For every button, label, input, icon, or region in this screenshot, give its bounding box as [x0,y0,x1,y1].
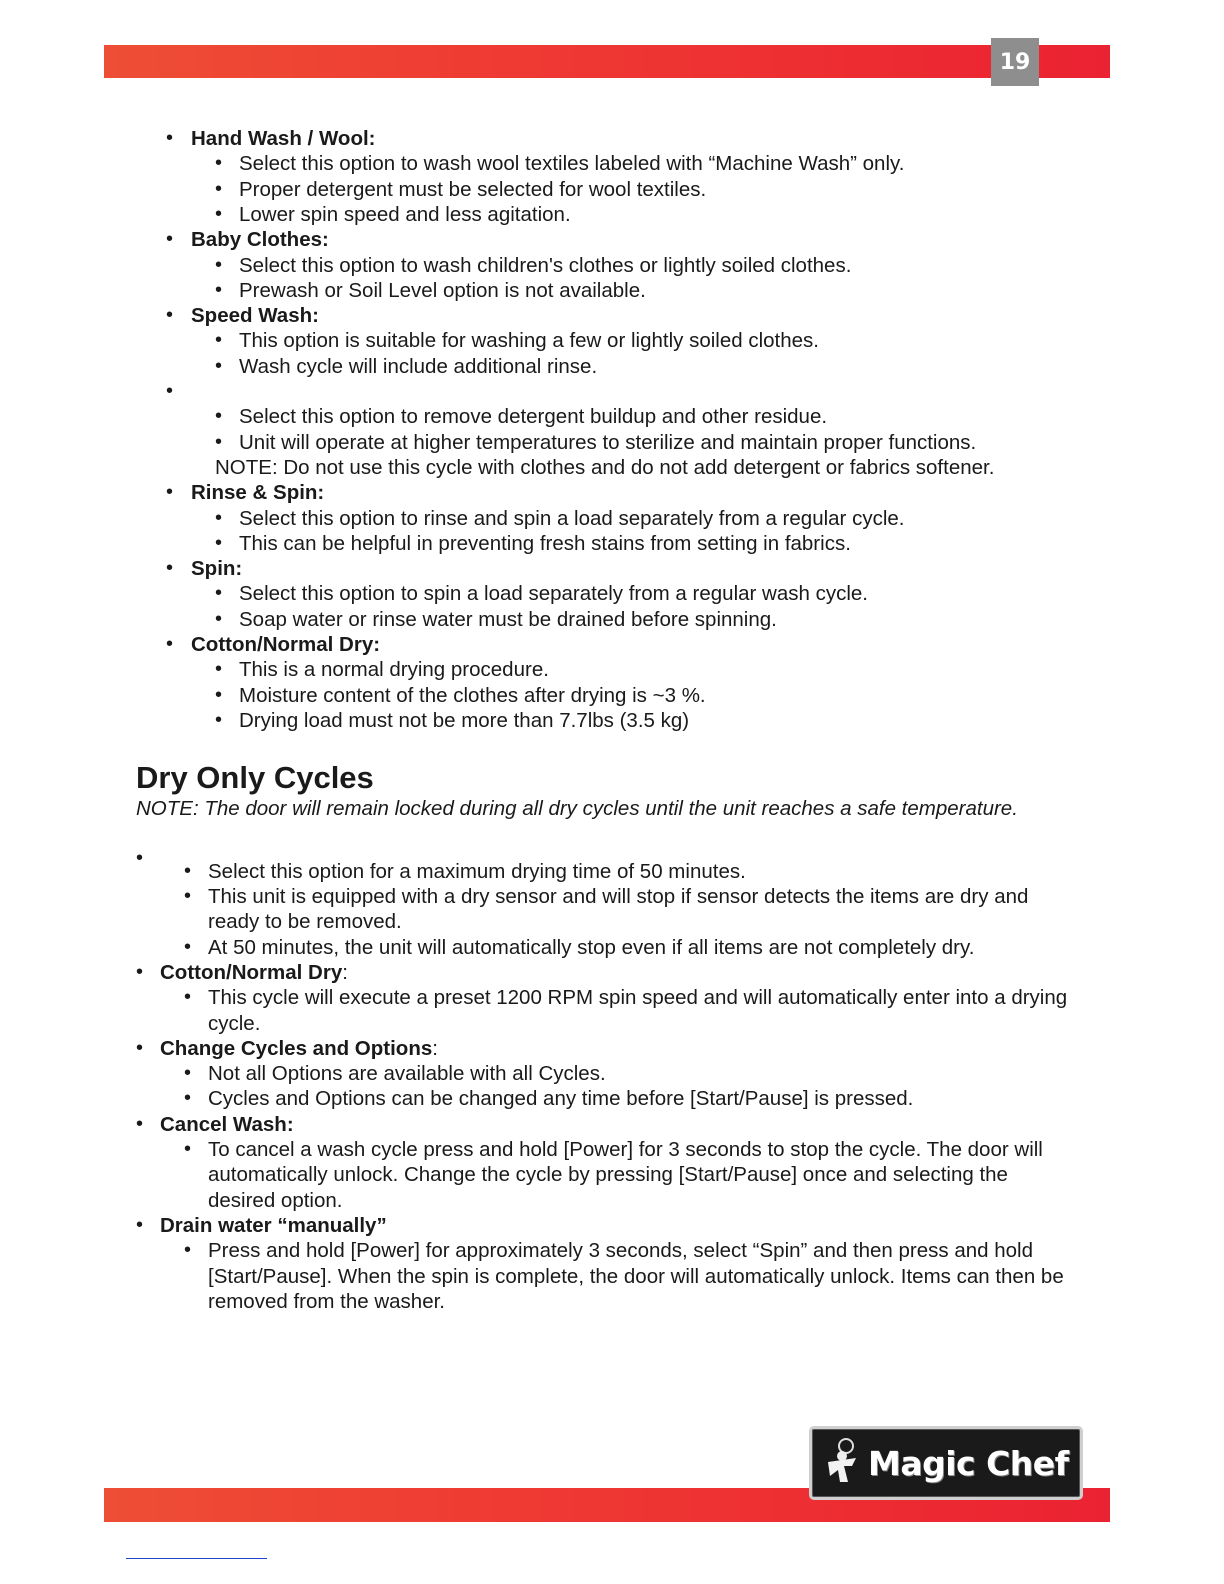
cycle-title: Speed Wash: [191,304,319,328]
dry-item-line: desired option. [208,1188,343,1212]
cycle-title: Rinse & Spin: [191,481,325,505]
brand-logo [809,1426,1083,1500]
dry-group-title [160,960,348,985]
cycle-item: Prewash or Soil Level option is not available. [239,278,646,302]
group-title-suffix: : [342,960,348,984]
cycle-item: Select this option to wash wool textiles labeled with “Machine Wash” only. [239,152,905,176]
bullet-dot: • [215,405,223,428]
bullet-dot: • [184,1138,192,1160]
bullet-dot: • [215,708,223,731]
cycle-title: Hand Wash / Wool: [191,127,376,150]
cycle-item: Soap water or rinse water must be drained before spinning. [239,607,777,631]
bullet-dot: • [215,177,223,200]
cycle-title: Spin: [191,557,243,581]
bullet-dot: • [184,1239,192,1262]
dry-item-line: This unit is equipped with a dry sensor and will stop if sensor detects the items are dry and [208,885,1029,908]
bullet-dot: • [136,960,144,983]
bullet-dot: • [136,1036,144,1059]
cycle-item: Select this option to remove detergent buildup and other residue. [239,405,828,429]
header-bar [104,45,1110,78]
cycle-item: Moisture content of the clothes after drying is ~3 %. [239,683,706,707]
group-title-text: Drain water “manually” [160,1213,387,1237]
dry-group-title [160,1213,387,1238]
bullet-dot: • [215,506,223,529]
group-title-text: Cancel Wash: [160,1112,294,1136]
cycle-item: This option is suitable for washing a few or lightly soiled clothes. [239,329,819,353]
dry-item-line: Select this option for a maximum drying time of 50 minutes. [208,859,746,883]
cycle-item: Lower spin speed and less agitation. [239,202,571,226]
dry-item-line: Cycles and Options can be changed any time before [Start/Pause] is pressed. [208,1087,914,1111]
group-title-text: Cotton/Normal Dry [160,960,343,984]
cycle-note: NOTE: Do not use this cycle with clothes and do not add detergent or fabrics softener. [215,455,995,479]
dry-item-line: automatically unlock. Change the cycle by pressing [Start/Pause] once and selecting the [208,1163,1008,1187]
logo-text: Magic Chef [868,1443,1069,1483]
bullet-dot: • [215,354,223,377]
cycle-item: Drying load must not be more than 7.7lbs (3.5 kg) [239,708,690,732]
bullet-dot: • [136,847,144,869]
dry-item-line: To cancel a wash cycle press and hold [Power] for 3 seconds to stop the cycle. The door will [208,1138,1043,1161]
dry-item-line: cycle. [208,1011,261,1035]
chef-icon [822,1436,864,1490]
footer-rule [126,1558,267,1559]
bullet-dot: • [166,127,174,149]
cycle-item: This can be helpful in preventing fresh stains from setting in fabrics. [239,531,851,555]
bullet-dot: • [184,986,192,1009]
bullet-dot: • [215,430,223,453]
bullet-dot: • [166,228,174,251]
bullet-dot: • [166,304,174,327]
bullet-dot: • [184,1087,192,1110]
page-number: 19 [991,38,1039,86]
bullet-dot: • [166,557,174,580]
cycle-item: Unit will operate at higher temperatures to sterilize and maintain proper functions. [239,430,977,454]
bullet-dot: • [215,582,223,605]
cycle-title: Cotton/Normal Dry: [191,633,381,656]
dry-item-line: Not all Options are available with all Cycles. [208,1062,606,1086]
cycle-item: This is a normal drying procedure. [239,658,549,682]
cycle-item: Select this option to spin a load separately from a regular wash cycle. [239,582,868,606]
bullet-dot: • [184,1062,192,1085]
bullet-dot: • [136,1112,144,1135]
dry-item-line: ready to be removed. [208,910,402,934]
dry-item-line: removed from the washer. [208,1289,445,1313]
dry-item-line: Press and hold [Power] for approximately 3 seconds, select “Spin” and then press and hold [208,1239,1034,1263]
bullet-dot: • [166,481,174,504]
section-title: Dry Only Cycles [136,760,374,795]
section-note: NOTE: The door will remain locked during all dry cycles until the unit reaches a safe temperature. [136,797,1018,820]
bullet-dot: • [184,935,192,958]
cycle-item: Wash cycle will include additional rinse. [239,354,598,378]
cycle-item: Select this option to rinse and spin a load separately from a regular cycle. [239,506,905,530]
bullet-dot: • [215,253,223,276]
dry-item-line: [Start/Pause]. When the spin is complete, the door will automatically unlock. Items can then be [208,1264,1064,1288]
group-title-text: Change Cycles and Options [160,1036,433,1060]
bullet-dot: • [215,329,223,352]
dry-group-title [160,1112,294,1137]
bullet-dot: • [215,202,223,225]
cycle-item: Proper detergent must be selected for wool textiles. [239,177,707,201]
group-title-suffix: : [432,1036,438,1060]
bullet-dot: • [136,1213,144,1236]
bullet-dot: • [184,885,192,907]
dry-item-line: This cycle will execute a preset 1200 RPM spin speed and will automatically enter into a drying [208,986,1068,1010]
cycle-title: Baby Clothes: [191,228,329,252]
bullet-dot: • [215,531,223,554]
dry-item-line: At 50 minutes, the unit will automatically stop even if all items are not completely dry. [208,935,975,959]
dry-group-title [160,1036,438,1061]
bullet-dot: • [166,380,174,402]
bullet-dot: • [215,607,223,630]
bullet-dot: • [215,658,223,681]
cycle-item: Select this option to wash children's clothes or lightly soiled clothes. [239,253,852,277]
bullet-dot: • [215,683,223,706]
bullet-dot: • [215,278,223,301]
bullet-dot: • [184,859,192,882]
bullet-dot: • [215,152,223,175]
bullet-dot: • [166,633,174,655]
